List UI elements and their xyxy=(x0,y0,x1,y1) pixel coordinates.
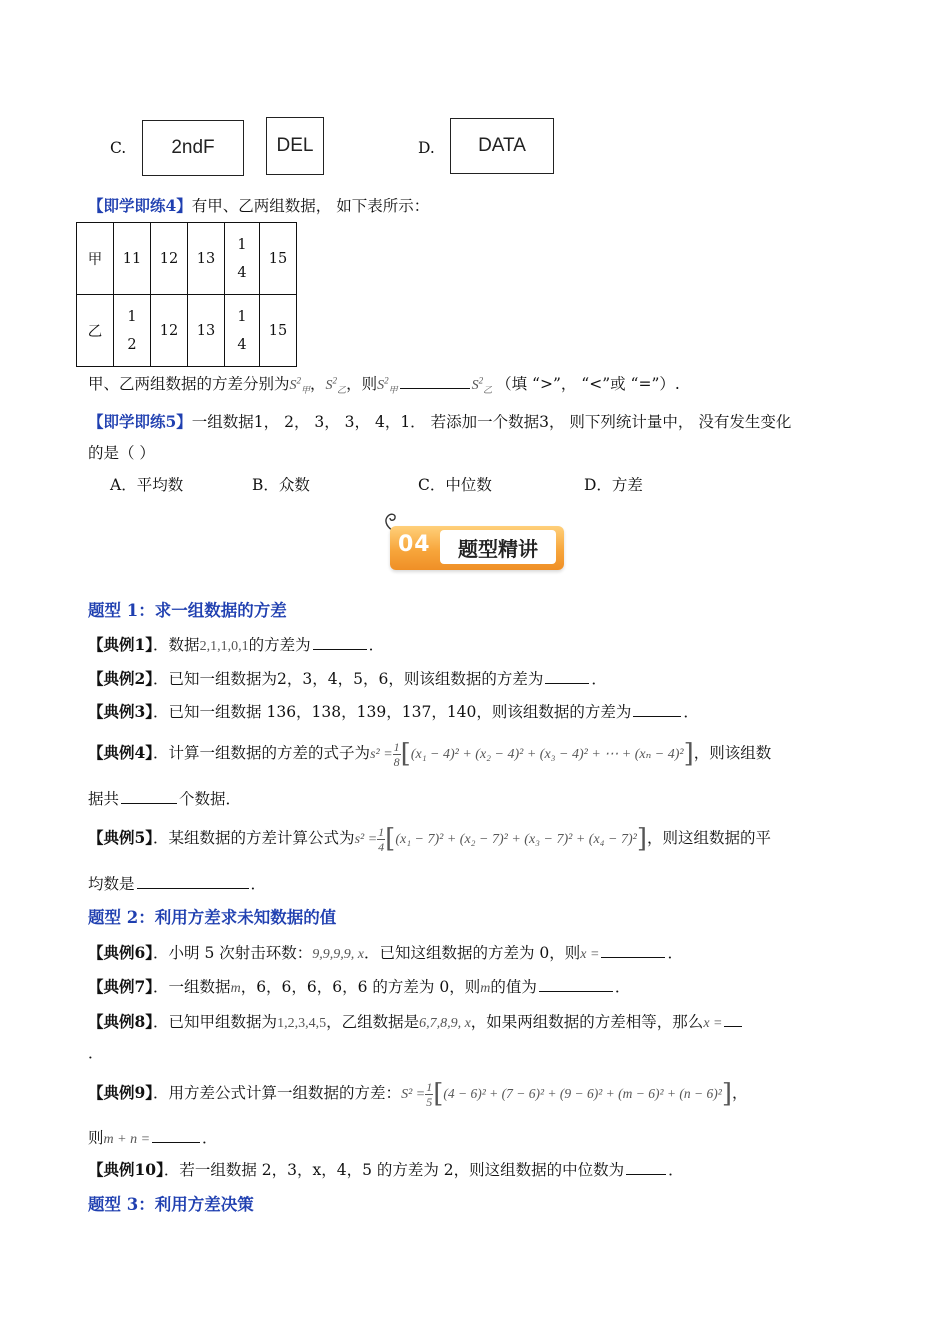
example-text: ，6，6，6，6，6 的方差为 0，则 xyxy=(240,978,481,996)
answer-blank[interactable] xyxy=(539,991,613,992)
example-text: ．已知一组数据 136，138，139，137，140，则该组数据的方差为 xyxy=(153,703,632,721)
table-cell-text: 1 4 xyxy=(237,236,247,281)
example-text: ．已知甲组数据为 xyxy=(153,1013,278,1031)
formula-body: (x₁ − 4)² + (x₂ − 4)² + (x₃ − 4)² + ⋯ + (xₙ − 4)² xyxy=(410,747,684,762)
banner-number: 04 xyxy=(398,532,431,557)
table-head-yi: 乙 xyxy=(77,295,114,367)
example-tag: 【典例2】 xyxy=(88,669,154,688)
example-5 xyxy=(88,819,771,859)
formula-body: (x₁ − 7)² + (x₂ − 7)² + (x₃ − 7)² + (x₄ − 7)² xyxy=(395,832,637,847)
s-yi-symbol xyxy=(471,375,493,395)
s-letter: S xyxy=(289,378,297,393)
period: ． xyxy=(667,944,683,962)
data-table xyxy=(76,222,297,367)
exercise-5-line1 xyxy=(88,410,791,432)
example-text: ．数据 xyxy=(153,636,200,654)
answer-blank[interactable] xyxy=(121,803,177,804)
sup: 2 xyxy=(478,375,484,386)
answer-blank[interactable] xyxy=(400,388,470,389)
example-text: ，乙组数据是 xyxy=(326,1013,420,1031)
example-text: ，则这组数据的平 xyxy=(647,829,772,847)
example-tag: 【典例7】 xyxy=(88,977,154,996)
exercise-4-heading xyxy=(88,194,429,216)
math-expression: 2,1,1,0,1 xyxy=(199,639,249,654)
fraction xyxy=(377,825,385,854)
section-banner xyxy=(386,518,568,574)
example-tag: 【典例8】 xyxy=(88,1012,154,1031)
example-text: 据共 xyxy=(88,790,120,808)
numerator: 1 xyxy=(426,1079,433,1094)
example-text: 则 xyxy=(88,1129,104,1147)
s-jia-symbol xyxy=(289,375,311,395)
bracket-close: ] xyxy=(683,739,694,769)
then: ，则 xyxy=(346,375,378,393)
table-cell: 12 xyxy=(151,223,188,295)
table-cell: 11 xyxy=(114,223,151,295)
type-2-heading: 题型 2：利用方差求未知数据的值 xyxy=(88,908,337,927)
example-tag: 【典例9】 xyxy=(88,1083,154,1102)
table-cell-text: 1 4 xyxy=(237,308,247,353)
example-text: ．计算一组数据的方差的式子为 xyxy=(153,744,371,762)
answer-blank[interactable] xyxy=(626,1174,666,1175)
table-cell: 13 xyxy=(188,295,225,367)
sup: 2 xyxy=(296,375,302,386)
formula-lhs: s² = xyxy=(370,747,393,762)
denominator: 8 xyxy=(393,754,400,769)
question-hint: （填 “>”， “<”或 “=”）. xyxy=(496,375,680,393)
example-text: ，则该组数 xyxy=(693,744,772,762)
example-7 xyxy=(88,975,630,997)
period: ． xyxy=(683,703,699,721)
example-text: 均数是 xyxy=(88,875,135,893)
example-9 xyxy=(88,1074,747,1114)
answer-blank[interactable] xyxy=(633,716,681,717)
exercise-5-line2: 的是（ ） xyxy=(88,444,155,462)
period: ． xyxy=(368,636,385,654)
sub: 乙 xyxy=(483,384,493,395)
sub: 甲 xyxy=(388,384,398,395)
example-text: 的值为 xyxy=(490,978,537,996)
example-text: ．小明 5 次射击环数： xyxy=(153,944,313,962)
formula-lhs: S² = xyxy=(401,1087,426,1102)
example-text: ．用方差公式计算一组数据的方差： xyxy=(153,1084,402,1102)
example-4-cont xyxy=(88,787,241,809)
key-2ndf: 2ndF xyxy=(142,120,244,176)
math-variable: m xyxy=(230,981,241,996)
s-jia-symbol xyxy=(377,375,398,395)
table-head-jia: 甲 xyxy=(77,223,114,295)
table-cell: 13 xyxy=(188,223,225,295)
table-cell xyxy=(225,223,260,295)
answer-blank[interactable] xyxy=(545,683,589,684)
bracket-open: [ xyxy=(400,739,411,769)
s-letter: S xyxy=(325,378,333,393)
s-letter: S xyxy=(377,378,385,393)
option-c[interactable]: C．中位数 xyxy=(418,476,492,494)
example-5-cont xyxy=(88,872,266,894)
example-8 xyxy=(88,1010,744,1032)
comma: ， xyxy=(310,375,326,393)
period: ． xyxy=(202,1129,218,1147)
example-text: ．一组数据 xyxy=(153,978,231,996)
s-letter: S xyxy=(471,378,479,393)
type-3-heading: 题型 3：利用方差决策 xyxy=(88,1195,254,1214)
example-text: 的方差为 xyxy=(248,636,311,654)
example-text: ．已知这组数据的方差为 0，则 xyxy=(363,944,581,962)
example-10 xyxy=(88,1158,684,1180)
example-text: ， xyxy=(731,1084,748,1102)
banner-title: 题型精讲 xyxy=(440,530,556,564)
sub: 乙 xyxy=(337,384,347,395)
numerator: 1 xyxy=(378,824,385,839)
math-expression: x = xyxy=(703,1016,723,1031)
bracket-close: ] xyxy=(636,824,648,854)
exercise-4-tag: 【即学即练4】 xyxy=(88,196,192,215)
period: ． xyxy=(614,978,631,996)
sup: 2 xyxy=(384,375,389,386)
example-4 xyxy=(88,734,771,774)
math-expression: 6,7,8,9, x xyxy=(419,1016,471,1031)
fraction xyxy=(393,740,401,769)
table-row xyxy=(77,295,297,367)
math-expression: 9,9,9,9, x xyxy=(312,947,364,962)
numerator: 1 xyxy=(393,739,400,754)
example-tag: 【典例10】 xyxy=(88,1160,164,1179)
exercise-4-text: 有甲、乙两组数据， 如下表所示： xyxy=(191,197,430,215)
question-text: 甲、乙两组数据的方差分别为 xyxy=(88,375,290,393)
banner-badge xyxy=(390,526,564,570)
denominator: 4 xyxy=(378,839,385,854)
bracket-close: ] xyxy=(721,1079,732,1109)
bracket-open: [ xyxy=(385,824,396,854)
example-9-cont xyxy=(88,1126,218,1148)
option-b[interactable]: B．众数 xyxy=(252,476,310,494)
answer-blank[interactable] xyxy=(137,888,249,889)
answer-blank[interactable] xyxy=(724,1026,742,1027)
table-cell: 15 xyxy=(260,295,297,367)
example-tag: 【典例5】 xyxy=(88,828,154,847)
math-expression: 1,2,3,4,5 xyxy=(277,1016,327,1031)
example-text: ．已知一组数据为2，3，4，5，6，则该组数据的方差为 xyxy=(153,670,544,688)
key-data: DATA xyxy=(450,118,554,174)
answer-blank[interactable] xyxy=(152,1142,200,1143)
exercise-5-text: 一组数据1， 2， 3， 3， 4，1． 若添加一个数据3， 则下列统计量中， 没有发生变化 xyxy=(191,413,792,431)
period: ． xyxy=(591,670,607,688)
table-cell: 15 xyxy=(260,223,297,295)
answer-blank[interactable] xyxy=(601,957,665,958)
period: ． xyxy=(250,875,267,893)
example-tag: 【典例6】 xyxy=(88,943,154,962)
example-1 xyxy=(88,633,384,655)
exercise-4-question xyxy=(88,372,680,396)
math-expression: x = xyxy=(580,947,600,962)
table-cell xyxy=(225,295,260,367)
example-tag: 【典例1】 xyxy=(88,635,154,654)
key-del: DEL xyxy=(266,117,324,175)
sup: 2 xyxy=(332,375,338,386)
table-cell: 12 xyxy=(151,295,188,367)
example-text: ．若一组数据 2，3，x，4，5 的方差为 2，则这组数据的中位数为 xyxy=(163,1161,625,1179)
exercise-5-tag: 【即学即练5】 xyxy=(88,412,192,431)
denominator: 5 xyxy=(426,1094,433,1109)
answer-blank[interactable] xyxy=(313,649,367,650)
table-cell-text: 1 2 xyxy=(127,308,137,353)
math-variable: m xyxy=(480,981,491,996)
example-text: ，如果两组数据的方差相等，那么 xyxy=(470,1013,704,1031)
example-tag: 【典例4】 xyxy=(88,743,154,762)
s-yi-symbol xyxy=(325,375,347,395)
period: ． xyxy=(668,1161,684,1179)
example-2 xyxy=(88,667,607,689)
example-6 xyxy=(88,941,683,963)
table-row xyxy=(77,223,297,295)
option-a[interactable]: A．平均数 xyxy=(110,476,184,494)
option-d-label: D. xyxy=(418,139,435,157)
bracket-open: [ xyxy=(433,1079,444,1109)
table-cell xyxy=(114,295,151,367)
example-8-cont: ． xyxy=(88,1044,104,1062)
example-3 xyxy=(88,700,699,722)
option-c-label: C. xyxy=(110,139,127,157)
example-text: ．某组数据的方差计算公式为 xyxy=(153,829,355,847)
sub: 甲 xyxy=(301,384,311,395)
formula-body: (4 − 6)² + (7 − 6)² + (9 − 6)² + (m − 6)² + (n − 6)² xyxy=(443,1086,722,1101)
math-expression: m + n = xyxy=(103,1132,151,1147)
example-text: 个数据． xyxy=(179,790,242,808)
formula-lhs: s² = xyxy=(354,832,378,847)
type-1-heading: 题型 1：求一组数据的方差 xyxy=(88,601,287,620)
option-d[interactable]: D．方差 xyxy=(584,476,643,494)
example-tag: 【典例3】 xyxy=(88,702,154,721)
